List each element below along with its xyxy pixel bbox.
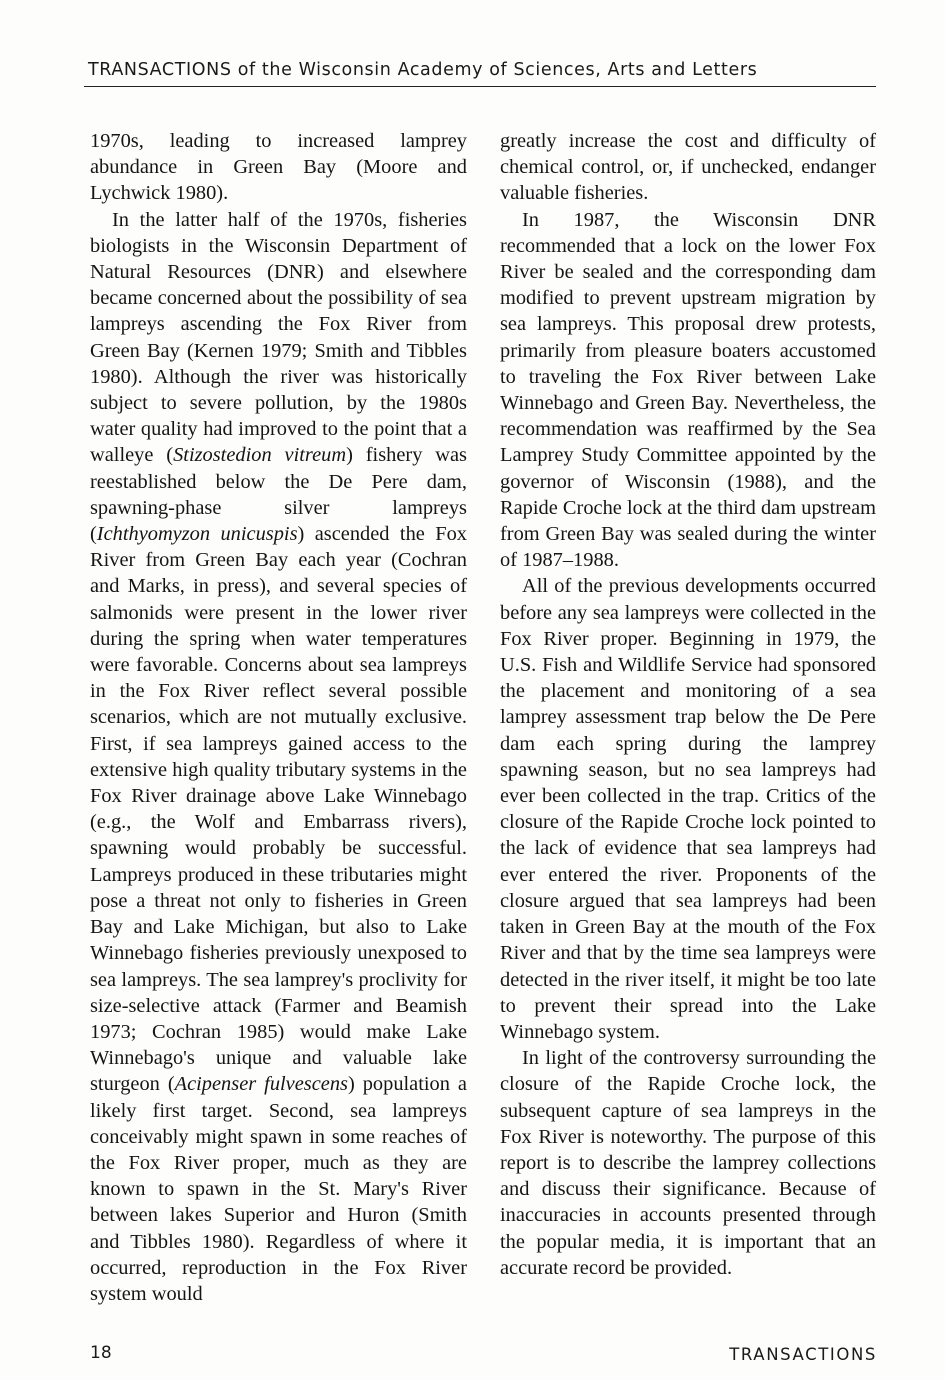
page-number: 18 <box>90 1343 112 1363</box>
text-run: ) fishery was reestablished below the De Pere dam, spawning-phase silver lampreys ( <box>90 444 467 546</box>
species-name-walleye: Stizostedion vitreum <box>173 444 347 467</box>
right-paragraph-3: All of the previous developments occurred before any sea lampreys were collected in the Fox River proper. Beginning in 1979, the U.S. Fish and Wildlife Service had sponsored the placement and monitoring of a sea lamprey assessment trap below the De Pere dam each spring during the lamprey spawning season, but no sea lampreys had ever been collected in the trap. Critics of the closure of the Rapide Croche lock pointed to the lack of evidence that sea lampreys had ever entered the river. Proponents of the closure argued that sea lampreys had been taken in Green Bay at the mouth of the Fox River and that by the time sea lampreys were detected in the river itself, it might be too late to prevent their spread into the Lake Winnebago system. <box>500 575 876 1043</box>
right-paragraph-1: greatly increase the cost and difficulty of chemical control, or, if unchecked, endanger valuable fisheries. <box>500 130 876 205</box>
left-paragraph-2 <box>90 207 467 1308</box>
right-column <box>500 128 876 1281</box>
right-paragraph-4: In light of the controversy surrounding the closure of the Rapide Croche lock, the subsequent capture of sea lampreys in the Fox River is noteworthy. The purpose of this report is to describe the lamprey collections and discuss their significance. Because of inaccuracies in accounts presented through the popular media, it is important that an accurate record be provided. <box>500 1047 876 1279</box>
text-run: ) ascended the Fox River from Green Bay each year (Cochran and Marks, in press), and several species of salmonids were present in the lower river during the spring when water temperatures were favorable. Concerns about sea lampreys in the Fox River reflect several possible scenarios, which are not mutually exclusive. First, if sea lampreys gained access to the extensive high quality tributary systems in the Fox River drainage above Lake Winnebago (e.g., the Wolf and Embarrass rivers), spawning would probably be successful. Lampreys produced in these tributaries might pose a threat not only to fisheries in Green Bay and Lake Michigan, but also to Lake Winnebago fisheries previously unexposed to sea lampreys. The sea lamprey's proclivity for size-selective attack (Farmer and Beamish 1973; Cochran 1985) would make Lake Winnebago's unique and valuable lake sturgeon ( <box>90 523 467 1096</box>
left-paragraph-1: 1970s, leading to increased lamprey abundance in Green Bay (Moore and Lychwick 1980). <box>90 130 467 205</box>
species-name-silver-lamprey: Ichthyomyzon unicuspis <box>96 523 298 546</box>
text-run: ) population a likely first target. Second, sea lampreys conceivably might spawn in some reaches of the Fox River proper, much as they are known to spawn in the St. Mary's River between lakes Superior and Huron (Smith and Tibbles 1980). Regardless of where it occurred, reproduction in the Fox River system would <box>90 1073 467 1305</box>
text-run: In the latter half of the 1970s, fisheries biologists in the Wisconsin Department of Natural Resources (DNR) and elsewhere became concerned about the possibility of sea lampreys ascending the Fox River from Green Bay (Kernen 1979; Smith and Tibbles 1980). Although the river was historically subject to severe pollution, by the 1980s water quality had improved to the point that a walleye ( <box>90 208 467 467</box>
right-paragraph-2: In 1987, the Wisconsin DNR recommended that a lock on the lower Fox River be sealed and the corresponding dam modified to prevent upstream migration by sea lampreys. This proposal drew protests, primarily from pleasure boaters accustomed to traveling the Fox River between Lake Winnebago and Green Bay. Nevertheless, the recommendation was reaffirmed by the Sea Lamprey Study Committee appointed by the governor of Wisconsin (1988), and the Rapide Croche lock at the third dam upstream from Green Bay was sealed during the winter of 1987–1988. <box>500 208 876 572</box>
species-name-lake-sturgeon: Acipenser fulvescens <box>174 1073 348 1096</box>
left-column <box>90 128 467 1307</box>
running-header: TRANSACTIONS of the Wisconsin Academy of Sciences, Arts and Letters <box>88 60 758 80</box>
running-footer: TRANSACTIONS <box>729 1345 877 1364</box>
header-rule <box>84 86 876 87</box>
